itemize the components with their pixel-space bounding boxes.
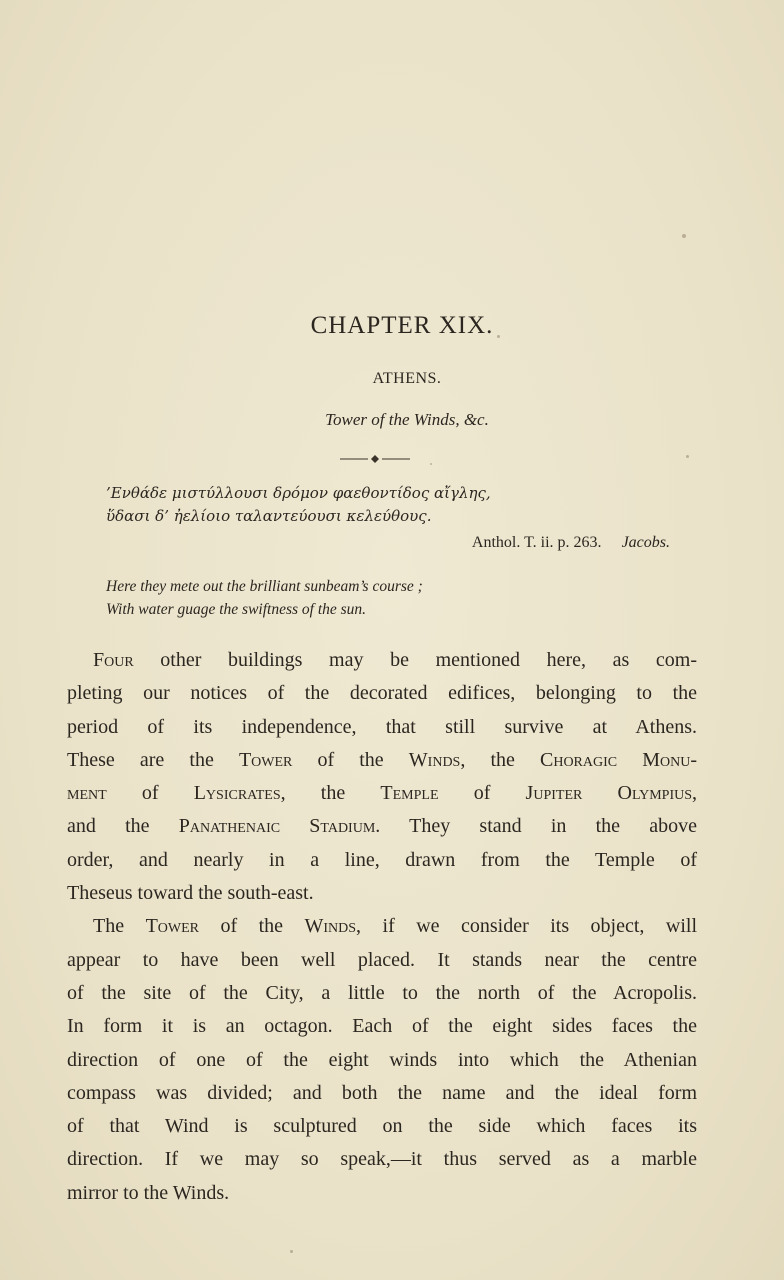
text-span: , if we consider its object, will <box>356 915 698 938</box>
small-caps-term: Tower <box>238 748 293 771</box>
text-span: , the <box>460 748 540 771</box>
chapter-subtitle: Tower of the Winds, &c. <box>325 410 489 429</box>
small-caps-term: Panathenaic Stadium <box>178 815 376 838</box>
citation-author: Jacobs. <box>621 534 670 551</box>
paragraph-2-line-7: of that Wind is sculptured on the side which faces its <box>67 1115 697 1138</box>
paragraph-1-line-4 <box>67 744 697 777</box>
paper-speck <box>290 1250 293 1253</box>
text-span: of the <box>292 748 409 771</box>
paragraph-1-line-3: period of its independence, that still survive at Athens. <box>67 715 697 738</box>
small-caps-term: ment <box>67 782 107 805</box>
translation-line-1: Here they mete out the brilliant sunbeam’s course ; <box>106 578 423 595</box>
paragraph-1-line-1 <box>67 644 697 677</box>
drop-word: Four <box>93 649 134 671</box>
chapter-subject: ATHENS. <box>372 370 442 387</box>
translation-line-2: With water guage the swiftness of the sun. <box>106 601 367 618</box>
small-caps-term: Winds <box>408 748 461 771</box>
paragraph-2-line-4: In form it is an octagon. Each of the eight sides faces the <box>67 1015 697 1038</box>
text-span: and the <box>67 815 179 838</box>
paragraph-2-line-6: compass was divided; and both the name and the ideal form <box>67 1081 697 1104</box>
paragraph-2-line-8: direction. If we may so speak,—it thus served as a marble <box>67 1148 697 1171</box>
small-caps-term: Jupiter Olympius <box>525 782 693 805</box>
paragraph-1-line-2: pleting our notices of the decorated edifices, belonging to the <box>67 682 697 705</box>
paper-speck <box>497 335 500 338</box>
greek-line-2: ὕδασι δ’ ἠελίοιο ταλαντεύουσι κελεύθους. <box>106 507 432 525</box>
paper-speck <box>430 463 432 465</box>
greek-epigraph <box>106 482 666 528</box>
small-caps-term: Lysicrates <box>193 782 281 805</box>
text-span: other buildings may be mentioned here, as com- <box>133 649 697 671</box>
paragraph-1-line-6 <box>67 810 697 843</box>
paragraph-2-line-1 <box>67 910 697 943</box>
body-text <box>67 644 697 1210</box>
paragraph-1 <box>67 644 697 910</box>
paragraph-1-line-7: order, and nearly in a line, drawn from the Temple of <box>67 848 697 871</box>
chapter-title: CHAPTER XIX. <box>310 312 494 339</box>
epigraph-citation <box>472 534 670 552</box>
ornament-divider-icon <box>338 452 412 466</box>
paragraph-2-line-2: appear to have been well placed. It stands near the centre <box>67 948 697 971</box>
text-span: , <box>692 782 698 805</box>
text-span: of <box>438 782 526 805</box>
small-caps-term: Temple <box>380 782 439 805</box>
paper-speck <box>682 234 686 238</box>
paragraph-2-line-9: mirror to the Winds. <box>67 1181 230 1204</box>
paragraph-2-line-3: of the site of the City, a little to the north of the Acropolis. <box>67 981 697 1004</box>
paragraph-1-line-5 <box>67 777 697 810</box>
paragraph-2 <box>67 910 697 1210</box>
small-caps-term: Tower <box>145 915 199 938</box>
paragraph-2-line-5: direction of one of the eight winds into which the Athenian <box>67 1048 697 1071</box>
paragraph-1-line-8: Theseus toward the south-east. <box>67 882 314 905</box>
text-span: These are the <box>67 748 239 771</box>
text-span: of <box>106 782 194 805</box>
text-span: , the <box>280 782 381 805</box>
greek-line-1: ’Ενθάδε μιστύλλουσι δρόμον φαεθοντίδος αἴγλης, <box>106 484 491 502</box>
paper-speck <box>686 455 689 458</box>
small-caps-term: Choragic Monu- <box>540 748 698 771</box>
citation-reference: Anthol. T. ii. p. 263. <box>471 534 602 551</box>
text-span: . They stand in the above <box>375 815 697 838</box>
text-span: The <box>93 915 146 938</box>
text-span: of the <box>199 915 305 938</box>
epigraph-translation <box>106 575 666 621</box>
small-caps-term: Winds <box>304 915 357 938</box>
